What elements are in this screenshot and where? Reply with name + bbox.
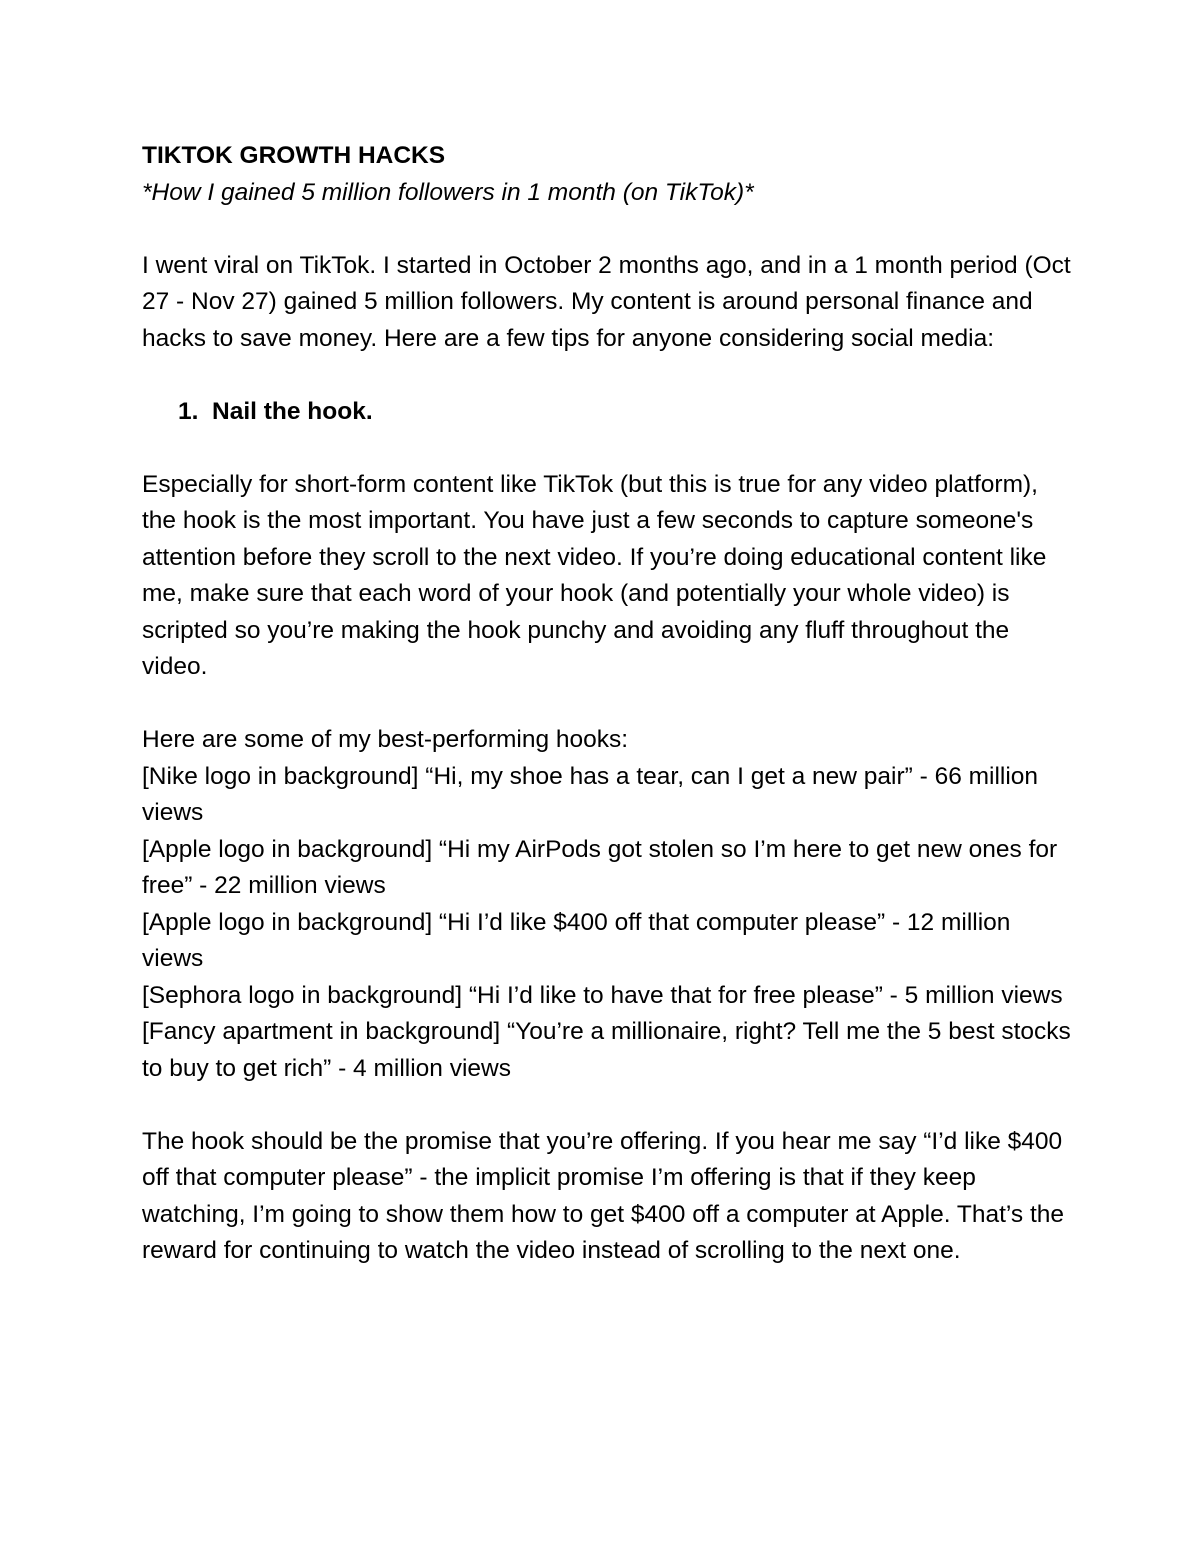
closing-paragraph: The hook should be the promise that you’re offering. If you hear me say “I’d like $400 off that computer please” - the implicit promise I’m offering is that if they keep watching, I’m going to show them how to get $400 off a computer at Apple. That’s the reward for continuing to watch the video instead of scrolling to the next one. — [142, 1127, 1065, 1264]
spacer — [142, 686, 1077, 723]
hook-item: [Apple logo in background] “Hi my AirPods got stolen so I’m here to get new ones for free” - 22 million views — [142, 835, 1058, 899]
hook-item: [Nike logo in background] “Hi, my shoe has a tear, can I get a new pair” - 66 million views — [142, 762, 1039, 826]
intro-paragraph: I went viral on TikTok. I started in October 2 months ago, and in a 1 month period (Oct 27 - Nov 27) gained 5 million followers. My content is around personal finance and hacks to save money. Here are a few tips for anyone considering social media: — [142, 251, 1071, 352]
document-subtitle: *How I gained 5 million followers in 1 month (on TikTok)* — [142, 178, 754, 206]
hook-item: [Apple logo in background] “Hi I’d like $400 off that computer please” - 12 million views — [142, 908, 1011, 972]
spacer — [142, 430, 1077, 467]
hooks-intro: Here are some of my best-performing hooks: — [142, 726, 629, 753]
section-number: 1. — [178, 397, 199, 425]
section-heading-text: Nail the hook. — [212, 397, 373, 425]
hook-paragraph: Especially for short-form content like TikTok (but this is true for any video platform), the hook is the most important. You have just a few seconds to capture someone's attention before they scroll to the next video. If you’re doing educational content like me, make sure that each word of your hook (and potentially your whole video) is scripted so you’re making the hook punchy and avoiding any fluff throughout the video. — [142, 470, 1047, 680]
document-title: TIKTOK GROWTH HACKS — [142, 142, 446, 169]
document-page — [142, 138, 1077, 1270]
spacer — [142, 211, 1077, 248]
spacer — [142, 357, 1077, 394]
hook-item: [Fancy apartment in background] “You’re a millionaire, right? Tell me the 5 best stocks to buy to get rich” - 4 million views — [142, 1018, 1071, 1082]
hook-item: [Sephora logo in background] “Hi I’d like to have that for free please” - 5 million views — [142, 981, 1063, 1009]
spacer — [142, 1087, 1077, 1124]
section-heading — [142, 394, 1077, 431]
